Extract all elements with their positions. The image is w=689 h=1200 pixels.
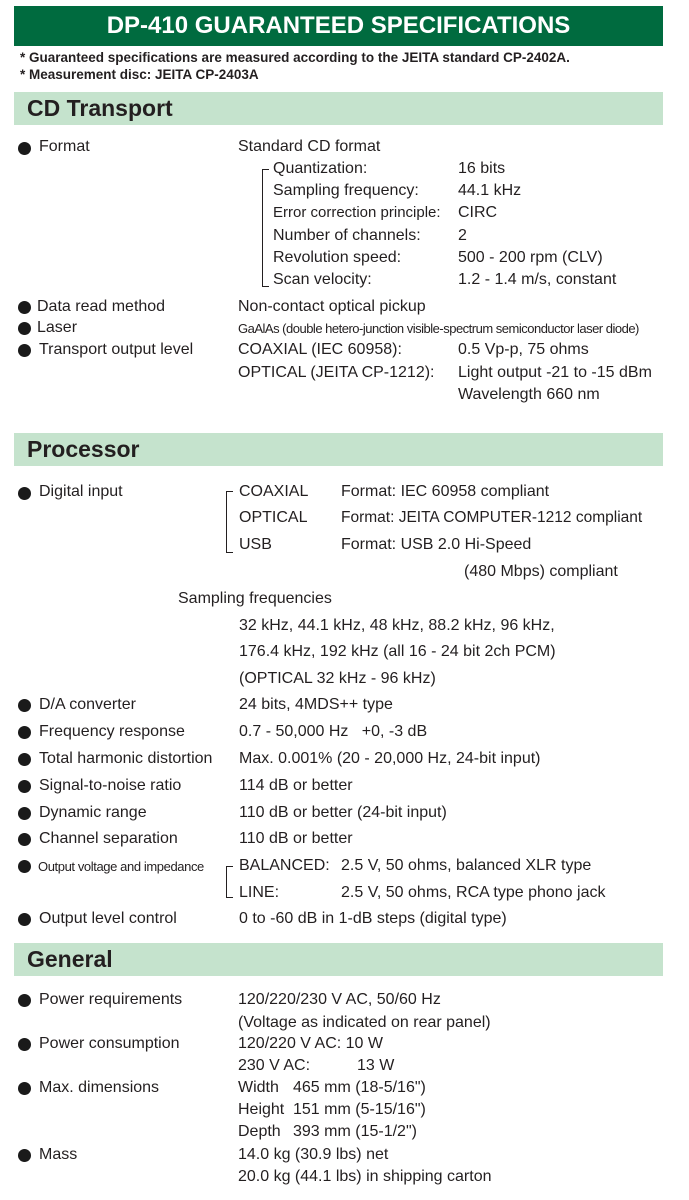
spec-label: Total harmonic distortion <box>39 750 213 767</box>
param-key: Scan velocity: <box>273 271 372 288</box>
bullet-icon <box>18 780 31 793</box>
spec-value: 110 dB or better (24-bit input) <box>239 804 447 821</box>
bullet-icon <box>18 142 31 155</box>
bullet-icon <box>18 344 31 357</box>
param-value: 44.1 kHz <box>458 182 522 199</box>
bullet-icon <box>18 860 31 873</box>
spec-value-power-note: (Voltage as indicated on rear panel) <box>238 1014 491 1031</box>
bracket-output-voltage <box>226 866 233 898</box>
spec-label-laser: Laser <box>37 319 78 336</box>
bullet-icon <box>18 994 31 1007</box>
spec-key-consumption-230: 230 V AC: <box>238 1057 311 1074</box>
bullet-icon <box>18 1082 31 1095</box>
spec-label-consumption: Power consumption <box>39 1035 180 1052</box>
spec-value: 110 dB or better <box>239 830 353 847</box>
param-value: 1.2 - 1.4 m/s, constant <box>458 271 617 288</box>
param-value: 2 <box>458 227 467 244</box>
dimension-value: 393 mm (15-1/2") <box>293 1123 417 1140</box>
input-format: Format: JEITA COMPUTER-1212 compliant <box>341 509 643 526</box>
spec-value-laser: GaAlAs (double hetero-junction visible-spectrum semiconductor laser diode) <box>238 321 639 336</box>
spec-label-format: Format <box>39 138 90 155</box>
bullet-icon <box>18 807 31 820</box>
spec-value: 0.7 - 50,000 Hz +0, -3 dB <box>239 723 428 740</box>
input-type: COAXIAL <box>239 483 309 500</box>
spec-label: Channel separation <box>39 830 178 847</box>
bullet-icon <box>18 301 31 314</box>
spec-label: D/A converter <box>39 696 136 713</box>
bullet-icon <box>18 322 31 335</box>
bullet-icon <box>18 1149 31 1162</box>
output-value-optical-wavelength: Wavelength 660 nm <box>458 386 600 403</box>
spec-label: Signal-to-noise ratio <box>39 777 182 794</box>
bullet-icon <box>18 753 31 766</box>
output-value-balanced: 2.5 V, 50 ohms, balanced XLR type <box>341 857 592 874</box>
sampling-frequencies-line: 176.4 kHz, 192 kHz (all 16 - 24 bit 2ch PCM) <box>239 643 556 660</box>
dimension-value: 465 mm (18-5/16") <box>293 1079 426 1096</box>
param-value: CIRC <box>458 204 498 221</box>
bullet-icon <box>18 833 31 846</box>
page-title: DP-410 GUARANTEED SPECIFICATIONS <box>106 12 571 39</box>
spec-label-digital-input: Digital input <box>39 483 123 500</box>
section-heading-cd-transport: CD Transport <box>27 95 173 121</box>
note-measurement-disc: * Measurement disc: JEITA CP-2403A <box>20 67 259 82</box>
param-value: 500 - 200 rpm (CLV) <box>458 249 603 266</box>
dimension-key: Depth <box>238 1123 281 1140</box>
dimension-key: Width <box>238 1079 279 1096</box>
spec-value-consumption: 120/220 V AC: 10 W <box>238 1035 383 1052</box>
bracket-format-params <box>262 169 269 287</box>
output-key-line: LINE: <box>239 884 280 901</box>
input-format: Format: IEC 60958 compliant <box>341 483 550 500</box>
spec-value-mass-net: 14.0 kg (30.9 lbs) net <box>238 1146 389 1163</box>
output-value-line: 2.5 V, 50 ohms, RCA type phono jack <box>341 884 606 901</box>
spec-label: Dynamic range <box>39 804 147 821</box>
spec-label: Frequency response <box>39 723 185 740</box>
param-value: 16 bits <box>458 160 506 177</box>
input-format: Format: USB 2.0 Hi-Speed <box>341 536 532 553</box>
output-key-coaxial: COAXIAL (IEC 60958): <box>238 341 402 358</box>
section-heading-general: General <box>27 946 113 972</box>
spec-value-output-level: 0 to -60 dB in 1-dB steps (digital type) <box>239 910 507 927</box>
spec-value-consumption-230: 13 W <box>357 1057 395 1074</box>
bullet-icon <box>18 1038 31 1051</box>
output-key-balanced: BALANCED: <box>239 857 330 874</box>
spec-label-transport-output: Transport output level <box>39 341 194 358</box>
spec-value-mass-shipping: 20.0 kg (44.1 lbs) in shipping carton <box>238 1168 492 1185</box>
spec-value-power: 120/220/230 V AC, 50/60 Hz <box>238 991 441 1008</box>
dimension-key: Height <box>238 1101 285 1118</box>
spec-label-mass: Mass <box>39 1146 78 1163</box>
output-value-coaxial: 0.5 Vp-p, 75 ohms <box>458 341 589 358</box>
sampling-frequencies-label: Sampling frequencies <box>178 590 332 607</box>
bracket-digital-inputs <box>226 491 233 553</box>
sampling-frequencies-line: (OPTICAL 32 kHz - 96 kHz) <box>239 670 436 687</box>
spec-label-output-voltage: Output voltage and impedance <box>38 859 204 874</box>
param-key: Number of channels: <box>273 227 421 244</box>
param-key: Quantization: <box>273 160 368 177</box>
dimension-value: 151 mm (5-15/16") <box>293 1101 426 1118</box>
input-format-usb-continued: (480 Mbps) compliant <box>464 563 618 580</box>
spec-label-power: Power requirements <box>39 991 183 1008</box>
section-heading-processor: Processor <box>27 436 140 462</box>
output-key-optical: OPTICAL (JEITA CP-1212): <box>238 364 435 381</box>
sampling-frequencies-line: 32 kHz, 44.1 kHz, 48 kHz, 88.2 kHz, 96 kHz, <box>239 617 555 634</box>
bullet-icon <box>18 699 31 712</box>
spec-value: Max. 0.001% (20 - 20,000 Hz, 24-bit input) <box>239 750 541 767</box>
spec-label-dimensions: Max. dimensions <box>39 1079 160 1096</box>
spec-value: 114 dB or better <box>239 777 353 794</box>
spec-value-format: Standard CD format <box>238 138 381 155</box>
note-jeita-standard: * Guaranteed specifications are measured according to the JEITA standard CP-2402A. <box>20 50 570 65</box>
spec-value-data-read: Non-contact optical pickup <box>238 298 426 315</box>
spec-label-data-read: Data read method <box>37 298 166 315</box>
bullet-icon <box>18 726 31 739</box>
spec-value: 24 bits, 4MDS++ type <box>239 696 393 713</box>
input-type: OPTICAL <box>239 509 308 526</box>
bullet-icon <box>18 913 31 926</box>
param-key: Sampling frequency: <box>273 182 419 199</box>
param-key: Revolution speed: <box>273 249 402 266</box>
param-key: Error correction principle: <box>273 204 441 221</box>
bullet-icon <box>18 487 31 500</box>
spec-label-output-level: Output level control <box>39 910 177 927</box>
input-type: USB <box>239 536 272 553</box>
output-value-optical-light: Light output -21 to -15 dBm <box>458 364 652 381</box>
